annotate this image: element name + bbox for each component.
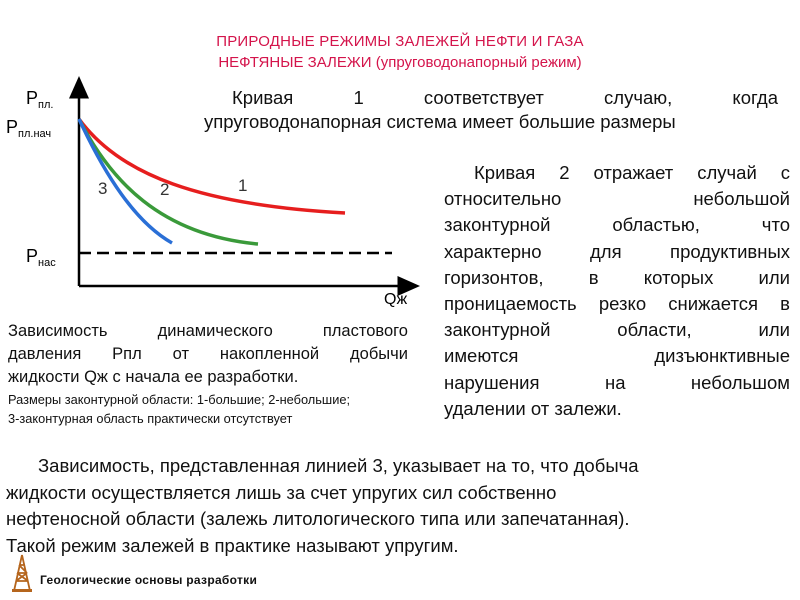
curve2-line: характерно для продуктивных (444, 240, 790, 262)
legend-sizes (8, 390, 418, 428)
caption-line: Зависимость динамического пластового (8, 322, 408, 340)
bottom-line: Такой режим залежей в практике называют упругим. (6, 534, 459, 556)
curve-label-2: 2 (160, 180, 170, 199)
caption-line: давления Рпл от накопленной добычи (8, 345, 408, 363)
diagram-caption (8, 320, 408, 389)
curve2-line: нарушения на небольшом (444, 371, 790, 393)
curve-label-3: 3 (98, 179, 108, 198)
y-label-main: $Р_{пл.}$ (26, 88, 54, 111)
page-subtitle: НЕФТЯНЫЕ ЗАЛЕЖИ (упруговодонапорный режим) (218, 54, 582, 71)
curve2-line: проницаемость резко снижается в (444, 293, 790, 315)
bottom-line: жидкости осуществляется лишь за счет упругих сил собственно (6, 481, 557, 503)
intro-line-1: Кривая 1 соответствует случаю, когда (232, 87, 778, 108)
x-label: Qж (384, 291, 408, 308)
curve2-line: имеются дизъюнктивные (444, 345, 790, 367)
sizes-line: 3-законтурная область практически отсутствует (8, 411, 293, 426)
derrick-icon (10, 553, 34, 593)
page-title: ПРИРОДНЫЕ РЕЖИМЫ ЗАЛЕЖЕЙ НЕФТИ И ГАЗА (216, 33, 584, 50)
curve2-line: горизонтов, в которых или (444, 266, 790, 288)
curve2-line: Кривая 2 отражает случай с (474, 162, 790, 183)
intro-line-2: упруговодонапорная система имеет большие размеры (204, 111, 676, 132)
y-label-saturation: $Р_{нас}$ (26, 246, 56, 269)
curve2-description (444, 160, 790, 422)
sizes-line: Размеры законтурной области: 1-большие; 2-небольшие; (8, 392, 351, 407)
curve-label-1: 1 (238, 176, 248, 195)
bottom-line: нефтеносной области (залежь литологического типа или запечатанная). (6, 508, 630, 529)
curve2-line: удалении от залежи. (444, 397, 622, 419)
bottom-line: Зависимость, представленная линией 3, указывает на то, что добыча (38, 455, 639, 476)
curve2-line: законтурной областью, что (444, 214, 790, 236)
curve2-line: законтурной области, или (444, 319, 790, 341)
curve2-line: относительно небольшой (444, 188, 790, 210)
y-label-initial: $Р_{пл.нач}$ (6, 117, 52, 140)
footer-label: Геологические основы разработки (40, 573, 258, 587)
caption-line: жидкости Qж с начала ее разработки. (8, 368, 299, 386)
bottom-paragraph (6, 453, 754, 559)
